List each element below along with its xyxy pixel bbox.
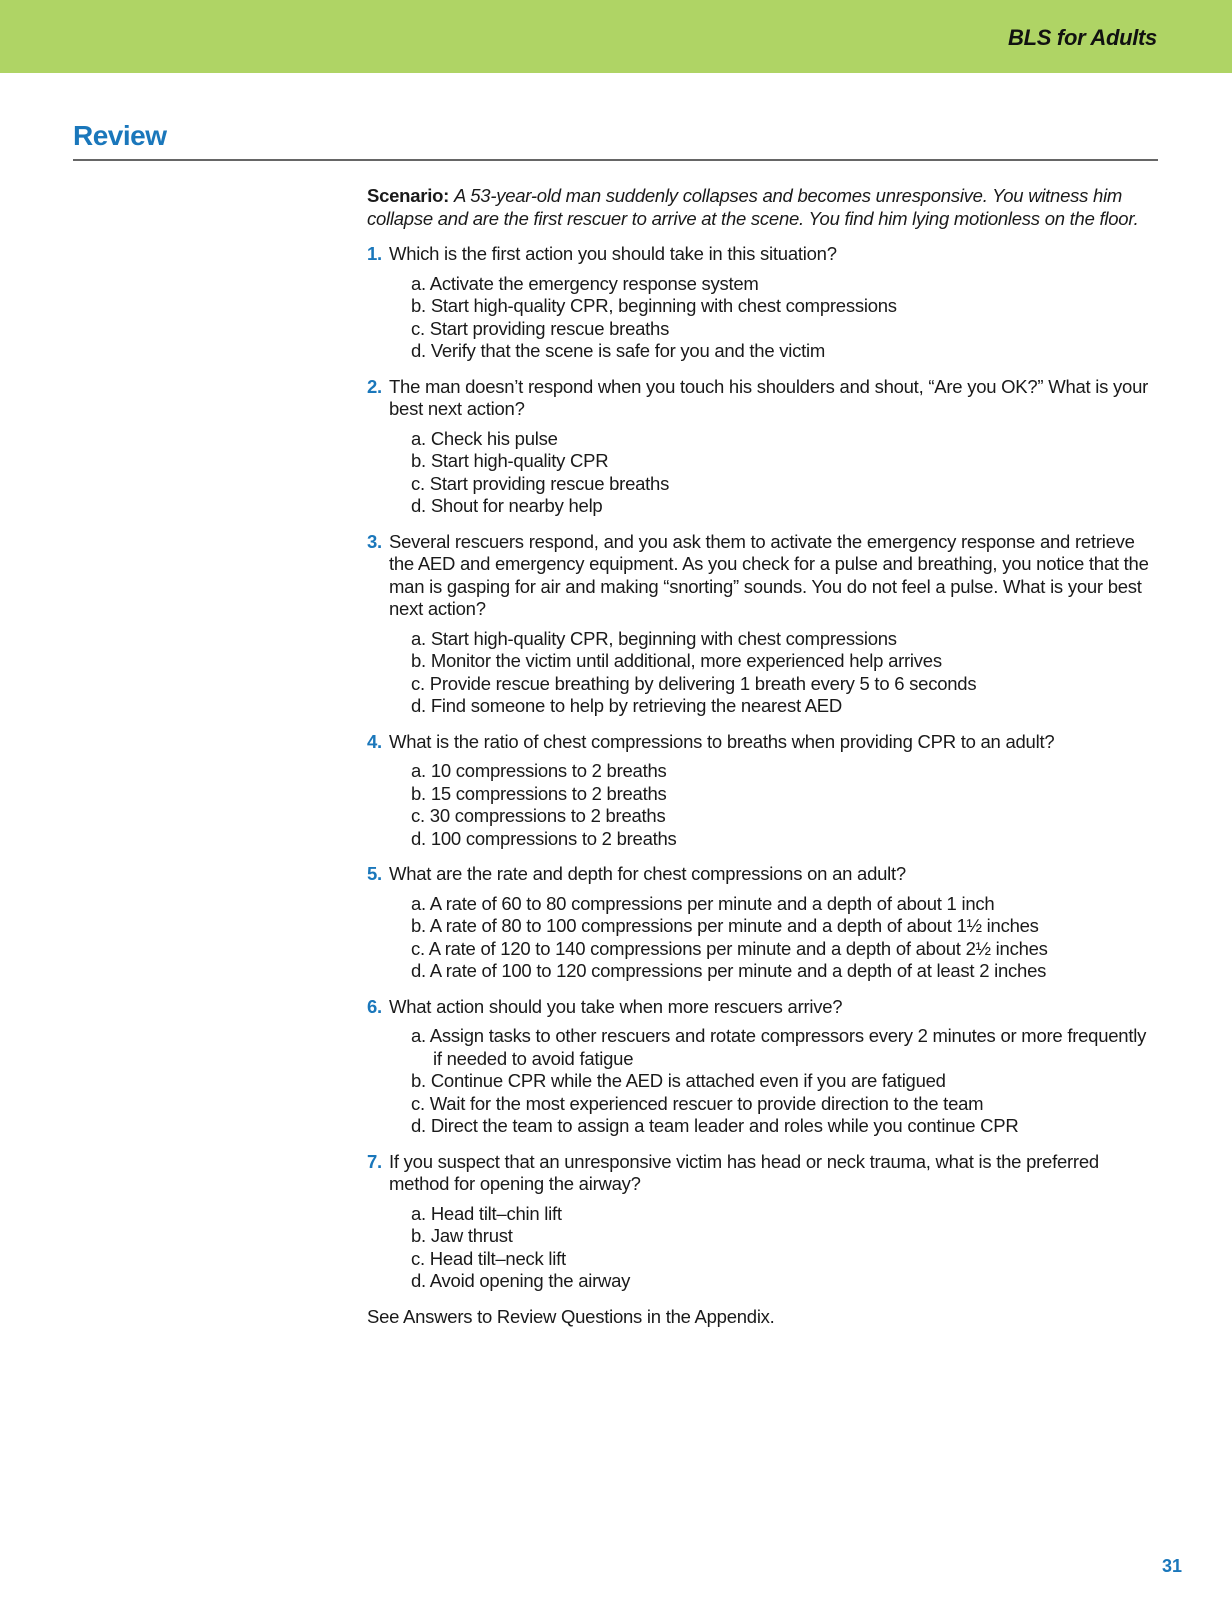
question [367,731,1157,851]
answer-option: a. Start high-quality CPR, beginning with chest compressions [411,627,897,649]
question-prompt: What are the rate and depth for chest compressions on an adult? [389,863,906,884]
answer-option: a. A rate of 60 to 80 compressions per minute and a depth of about 1 inch [411,892,995,914]
question-number: 1. [367,243,382,264]
answer-option: a. Assign tasks to other rescuers and rotate compressors every 2 minutes or more frequently if needed to avoid fatigue [411,1025,1147,1069]
answer-option: b. Jaw thrust [411,1225,513,1246]
question-text [367,731,1157,754]
answer-option: c. Start providing rescue breaths [411,317,670,339]
answer-option: d. 100 compressions to 2 breaths [411,827,677,849]
question-text [367,243,1157,266]
scenario-label: Scenario: [367,185,450,206]
question-text [367,863,1157,886]
question-list [367,243,1157,1293]
answer-option: b. Continue CPR while the AED is attached even if you are fatigued [411,1070,946,1091]
page-heading: Review [73,120,167,151]
question-prompt: The man doesn’t respond when you touch his shoulders and shout, “Are you OK?” What is your best next action? [389,375,1149,419]
question-number: 5. [367,863,382,884]
question-text [367,376,1157,421]
question-number: 4. [367,730,382,752]
option-list [367,428,1157,518]
answer-option: c. Head tilt–neck lift [411,1247,566,1269]
option-list [367,628,1157,718]
answer-option: b. Start high-quality CPR, beginning with chest compressions [411,295,897,316]
question [367,996,1157,1138]
question-prompt: Several rescuers respond, and you ask them to activate the emergency response and retrieve the AED and emergency equipment. As you check for a pulse and breathing, you notice that the man is gasping for air and making “snorting” sounds. You do not feel a pulse. What is your best next action? [389,530,1149,619]
option-list [367,760,1157,850]
answer-option: a. Check his pulse [411,427,558,449]
answer-option: a. Head tilt–chin lift [411,1202,562,1224]
question-prompt: Which is the first action you should take in this situation? [389,243,837,264]
question-prompt: What is the ratio of chest compressions to breaths when providing CPR to an adult? [389,730,1055,752]
answer-option: c. 30 compressions to 2 breaths [411,805,666,826]
answer-option: a. 10 compressions to 2 breaths [411,760,667,781]
answer-option: d. Verify that the scene is safe for you and the victim [411,340,826,361]
question [367,531,1157,718]
option-list [367,893,1157,983]
answer-option: b. A rate of 80 to 100 compressions per minute and a depth of about 1½ inches [411,915,1039,936]
scenario-text: A 53-year-old man suddenly collapses and becomes unresponsive. You witness him collapse and are the first rescuer to arrive at the scene. You find him lying motionless on the floor. [367,185,1139,229]
answer-option: d. A rate of 100 to 120 compressions per minute and a depth of at least 2 inches [411,960,1047,981]
page-number: 31 [1161,1556,1182,1576]
question [367,243,1157,363]
question-text [367,531,1157,621]
answer-option: b. Start high-quality CPR [411,450,609,471]
header-banner [0,0,1232,73]
question-number: 6. [367,995,382,1017]
option-list [367,273,1157,363]
review-content [367,185,1157,1328]
question-text [367,996,1157,1019]
heading-divider [73,159,1158,161]
option-list [367,1203,1157,1293]
question [367,376,1157,518]
question-number: 2. [367,375,382,397]
question-text [367,1151,1157,1196]
answer-option: a. Activate the emergency response system [411,272,759,294]
scenario [367,185,1157,230]
answers-note: See Answers to Review Questions in the Appendix. [367,1305,775,1327]
answer-option: d. Direct the team to assign a team leader and roles while you continue CPR [411,1115,1019,1136]
answer-option: c. Wait for the most experienced rescuer to provide direction to the team [411,1092,984,1114]
answer-option: c. Start providing rescue breaths [411,472,670,494]
answer-option: b. 15 compressions to 2 breaths [411,782,667,804]
option-list [367,1025,1157,1138]
section-title: BLS for Adults [1008,25,1157,50]
question-number: 7. [367,1150,382,1172]
question-number: 3. [367,530,382,552]
answer-option: b. Monitor the victim until additional, more experienced help arrives [411,650,942,671]
question [367,863,1157,983]
answer-option: d. Find someone to help by retrieving the nearest AED [411,695,843,716]
answer-option: c. Provide rescue breathing by delivering 1 breath every 5 to 6 seconds [411,672,977,694]
answer-option: d. Shout for nearby help [411,495,603,516]
question-prompt: What action should you take when more rescuers arrive? [389,995,843,1017]
answer-option: d. Avoid opening the airway [411,1270,631,1291]
question [367,1151,1157,1293]
answer-option: c. A rate of 120 to 140 compressions per minute and a depth of about 2½ inches [411,937,1048,959]
question-prompt: If you suspect that an unresponsive victim has head or neck trauma, what is the preferred method for opening the airway? [389,1150,1099,1194]
